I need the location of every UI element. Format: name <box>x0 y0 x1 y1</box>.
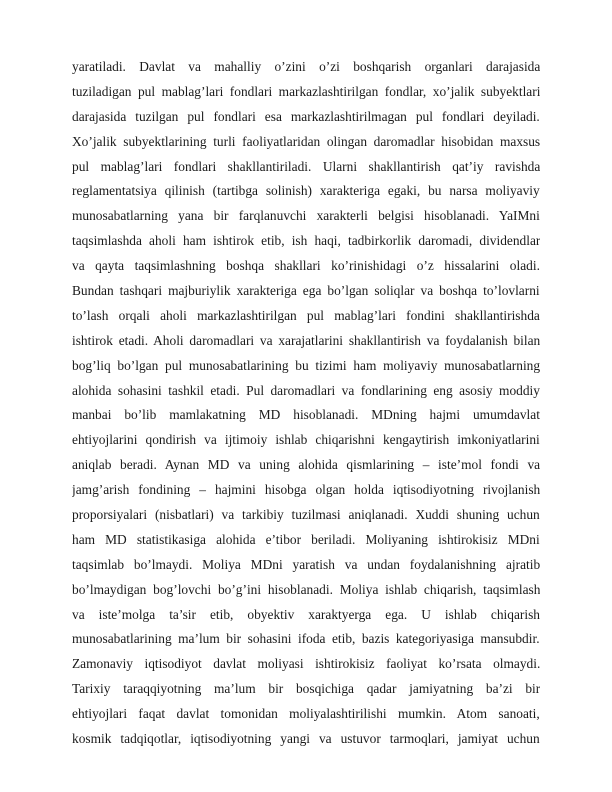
text-line: to’lash orqali aholi markazlashtirilgan pul mablag’lari fondini shakllantirishda <box>72 307 540 323</box>
text-line: proporsiyalari (nisbatlari) va tarkibiy tuzilmasi aniqlanadi. Xuddi shuning uchun <box>72 507 540 523</box>
text-line: Bundan tashqari majburiylik xarakteriga ega bo’lgan soliqlar va boshqa to’lovlarni <box>72 283 540 299</box>
text-line: ehtiyojlarini qondirish va ijtimoiy ishlab chiqarishni kengaytirish imkoniyatlarini <box>72 432 540 448</box>
text-line: ehtiyojlari faqat davlat tomonidan moliyalashtirilishi mumkin. Atom sanoati, <box>72 706 540 722</box>
text-line: ishtirok etadi. Aholi daromadlari va xarajatlarini shakllantirish va foydalanish bilan <box>72 332 540 348</box>
text-line: munosabatlarining ma’lum bir sohasini ifoda etib, bazis kategoriyasiga mansubdir. <box>72 631 540 647</box>
text-line: darajasida tuzilgan pul fondlari esa markazlashtirilmagan pul fondlari deyiladi. <box>72 108 540 124</box>
text-line: pul mablag’lari fondlari shakllantiriladi. Ularni shakllantirish qat’iy ravishda <box>72 158 540 174</box>
text-line: ham MD statistikasiga alohida e’tibor beriladi. Moliyaning ishtirokisiz MDni <box>72 531 540 547</box>
text-line: bog’liq bo’lgan pul munosabatlarining bu tizimi ham moliyaviy munosabatlarning <box>72 357 540 373</box>
text-line: va iste’molga ta’sir etib, obyektiv xaraktyerga ega. U ishlab chiqarish <box>72 606 540 622</box>
text-line: Zamonaviy iqtisodiyot davlat moliyasi ishtirokisiz faoliyat ko’rsata olmaydi. <box>72 656 540 672</box>
text-line: jamg’arish fondining – hajmini hisobga olgan holda iqtisodiyotning rivojlanish <box>72 482 540 498</box>
text-line: aniqlab beradi. Aynan MD va uning alohida qismlarining – iste’mol fondi va <box>72 457 540 473</box>
text-line: taqsimlab bo’lmaydi. Moliya MDni yaratish va undan foydalanishning ajratib <box>72 556 540 572</box>
text-line: taqsimlashda aholi ham ishtirok etib, ish haqi, tadbirkorlik daromadi, dividendlar <box>72 233 540 249</box>
text-line: va qayta taqsimlashning boshqa shakllari ko’rinishidagi o’z hissalarini oladi. <box>72 258 540 274</box>
text-line: Tarixiy taraqqiyotning ma’lum bir bosqichiga qadar jamiyatning ba’zi bir <box>72 681 540 697</box>
text-line: manbai bo’lib mamlakatning MD hisoblanadi. MDning hajmi umumdavlat <box>72 407 540 423</box>
text-line: kosmik tadqiqotlar, iqtisodiyotning yangi va ustuvor tarmoqlari, jamiyat uchun <box>72 731 540 747</box>
text-line: tuziladigan pul mablag’lari fondlari markazlashtirilgan fondlar, xo’jalik subyektlari <box>72 83 540 99</box>
text-line: reglamentatsiya qilinish (tartibga solinish) xarakteriga egaki, bu narsa moliyaviy <box>72 183 540 199</box>
text-line: munosabatlarning yana bir farqlanuvchi xarakterli belgisi hisoblanadi. YaIMni <box>72 208 540 224</box>
text-line: yaratiladi. Davlat va mahalliy o’zini o’zi boshqarish organlari darajasida <box>72 59 540 74</box>
body-text <box>72 55 540 752</box>
text-line: bo’lmaydigan bog’lovchi bo’g’ini hisoblanadi. Moliya ishlab chiqarish, taqsimlash <box>72 581 540 597</box>
text-line: alohida sohasini tashkil etadi. Pul daromadlari va fondlarining eng asosiy moddiy <box>72 382 540 398</box>
text-line: Xo’jalik subyektlarining turli faoliyatlaridan olingan daromadlar hisobidan maxsus <box>72 133 540 149</box>
